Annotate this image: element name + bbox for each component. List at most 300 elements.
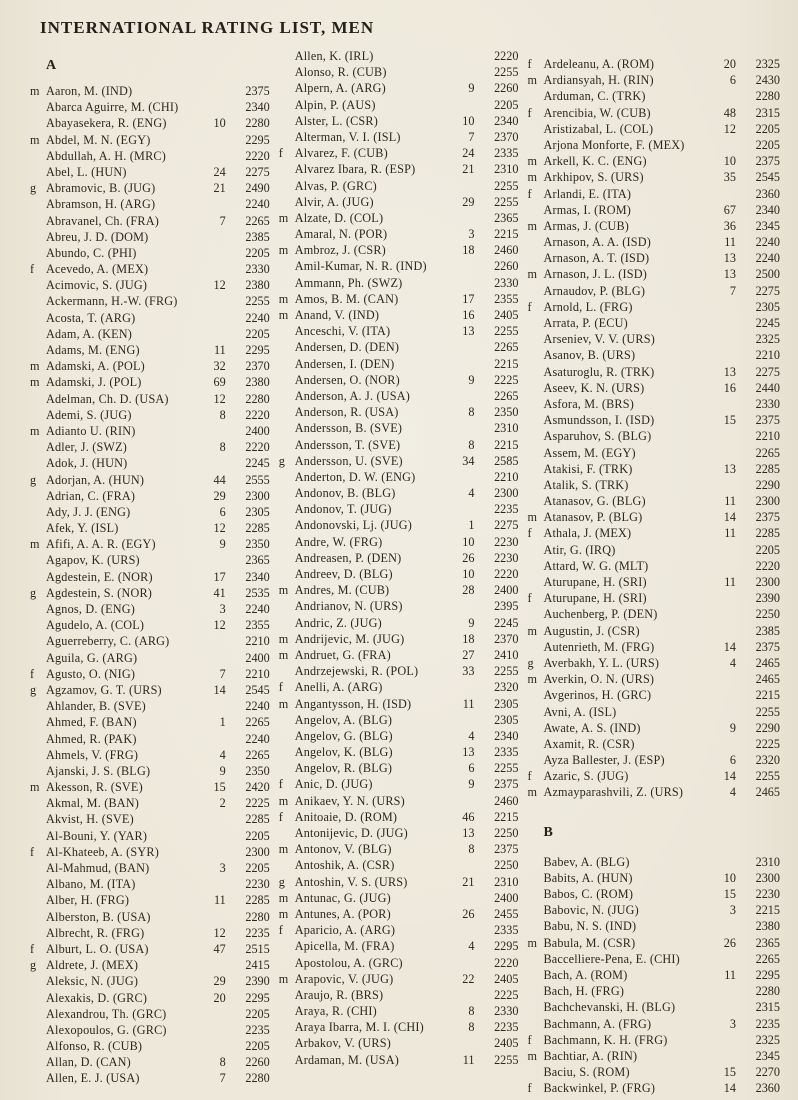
rating-value: 2455	[494, 906, 519, 921]
rating-entry	[279, 874, 519, 890]
rating-value: 2265	[755, 445, 780, 460]
games-count: 14	[723, 1081, 736, 1096]
rating-entry	[30, 714, 270, 730]
rating-entry	[30, 617, 270, 633]
rating-value: 2305	[494, 696, 519, 711]
player-name: Adler, J. (SWZ)	[46, 440, 128, 455]
rating-entry	[279, 1003, 519, 1019]
games-count: 9	[468, 372, 475, 387]
player-name: Autenrieth, M. (FRG)	[543, 639, 655, 654]
rating-entry	[527, 736, 780, 752]
rating-entry	[30, 909, 270, 925]
player-name: Aseev, K. N. (URS)	[543, 380, 645, 395]
player-name: Abramovic, B. (JUG)	[46, 181, 156, 196]
rating-entry	[279, 129, 519, 145]
games-count: 8	[219, 407, 226, 422]
title-prefix: m	[278, 696, 289, 711]
rating-entry	[279, 793, 519, 809]
column-2	[279, 48, 519, 1096]
games-count: 8	[468, 1020, 475, 1035]
player-name: Aleksic, N. (JUG)	[46, 974, 139, 989]
rating-entry	[30, 115, 270, 131]
player-name: Alfonso, R. (CUB)	[46, 1039, 143, 1054]
player-name: Agusto, O. (NIG)	[46, 666, 136, 681]
rating-entry	[527, 902, 780, 918]
rating-value: 2245	[755, 316, 780, 330]
player-name: Anderson, A. J. (USA)	[294, 388, 410, 403]
games-count: 15	[213, 780, 226, 795]
rating-value: 2465	[755, 785, 780, 800]
rating-entry	[527, 854, 780, 870]
rating-value: 2465	[755, 672, 780, 687]
rating-entry	[527, 671, 780, 687]
title-prefix: f	[278, 146, 283, 161]
rating-value: 2280	[245, 116, 270, 131]
rating-entry	[527, 56, 780, 72]
title-prefix: f	[30, 262, 35, 277]
rating-value: 2280	[245, 1071, 270, 1086]
rating-value: 2295	[245, 343, 270, 357]
rating-entry	[279, 841, 519, 857]
rating-entry	[279, 258, 519, 274]
games-count: 4	[468, 486, 475, 501]
player-name: Akmal, M. (BAN)	[46, 796, 140, 811]
player-name: Albrecht, R. (FRG)	[46, 925, 145, 940]
games-count: 15	[723, 887, 736, 901]
rating-value: 2205	[494, 97, 519, 112]
player-name: Al-Khateeb, A. (SYR)	[46, 844, 159, 859]
games-count: 1	[468, 518, 475, 533]
rating-value: 2290	[755, 720, 780, 735]
rating-entry	[30, 552, 270, 568]
player-name: Arjona Monforte, F. (MEX)	[543, 137, 685, 152]
games-count: 13	[723, 461, 736, 476]
player-name: Atalik, S. (TRK)	[543, 477, 629, 492]
rating-value: 2460	[494, 243, 519, 258]
title-prefix: m	[527, 170, 537, 185]
games-count: 11	[724, 575, 736, 589]
rating-value: 2240	[245, 197, 270, 212]
rating-value: 2400	[494, 890, 519, 905]
rating-value: 2535	[245, 585, 270, 600]
title-prefix: g	[30, 181, 37, 196]
rating-list-columns	[30, 48, 780, 1096]
games-count: 9	[219, 763, 226, 778]
games-count: 12	[213, 278, 226, 293]
rating-value: 2225	[494, 372, 519, 387]
rating-value: 2220	[755, 558, 780, 573]
games-count: 11	[462, 696, 475, 711]
rating-entry	[30, 1070, 270, 1086]
player-name: Adamski, A. (POL)	[46, 359, 145, 374]
player-name: Asparuhov, S. (BLG)	[543, 429, 652, 444]
games-count: 29	[213, 974, 226, 989]
rating-entry	[527, 477, 780, 493]
games-count: 7	[219, 666, 226, 681]
games-count: 14	[723, 769, 736, 784]
rating-entry	[30, 455, 270, 471]
rating-entry	[30, 213, 270, 229]
player-name: Abayasekera, R. (ENG)	[46, 116, 167, 131]
rating-value: 2255	[494, 761, 519, 776]
rating-entry	[279, 469, 519, 485]
player-name: Bachchevanski, H. (BLG)	[543, 1000, 676, 1015]
rating-entry	[279, 1052, 519, 1068]
rating-entry	[279, 372, 519, 388]
rating-entry	[527, 299, 780, 315]
games-count: 11	[724, 494, 736, 509]
player-name: Agdestein, S. (NOR)	[46, 585, 153, 600]
rating-entry	[527, 983, 780, 999]
player-name: Armas, J. (CUB)	[543, 218, 630, 233]
rating-entry	[30, 245, 270, 261]
player-name: Andre, W. (FRG)	[294, 534, 383, 549]
rating-entry	[527, 283, 780, 299]
games-count: 41	[213, 585, 226, 600]
rating-entry	[527, 967, 780, 983]
rating-entry	[30, 779, 270, 795]
games-count: 11	[213, 893, 226, 908]
rating-value: 2375	[245, 84, 270, 98]
games-count: 48	[723, 105, 736, 120]
player-name: Amaral, N. (POR)	[294, 227, 388, 242]
rating-value: 2285	[245, 812, 270, 827]
player-name: Atakisi, F. (TRK)	[543, 461, 633, 476]
rating-entry	[527, 331, 780, 347]
games-count: 21	[462, 162, 475, 177]
rating-entry	[279, 80, 519, 96]
player-name: Alvarez, F. (CUB)	[294, 146, 388, 161]
player-name: Bach, H. (FRG)	[543, 984, 625, 999]
rating-value: 2265	[245, 213, 270, 228]
rating-entry	[30, 763, 270, 779]
player-name: Angelov, K. (BLG)	[294, 745, 393, 760]
player-name: Alber, H. (FRG)	[46, 893, 130, 908]
games-count: 26	[462, 906, 475, 921]
rating-value: 2340	[494, 728, 519, 743]
player-name: Anelli, A. (ARG)	[294, 680, 383, 695]
rating-value: 2255	[494, 194, 519, 209]
player-name: Arnason, A. T. (ISD)	[543, 251, 650, 266]
player-name: Ardaman, M. (USA)	[294, 1052, 399, 1067]
games-count: 4	[468, 939, 475, 954]
rating-entry	[527, 347, 780, 363]
player-name: Aturupane, H. (SRI)	[543, 591, 647, 606]
rating-entry	[279, 113, 519, 129]
rating-entry	[279, 323, 519, 339]
rating-value: 2465	[755, 655, 780, 670]
rating-entry	[30, 423, 270, 439]
rating-value: 2255	[494, 1052, 519, 1067]
games-count: 9	[468, 81, 475, 96]
title-prefix: f	[278, 923, 283, 938]
rating-value: 2285	[755, 461, 780, 476]
rating-value: 2395	[494, 599, 519, 614]
rating-entry	[527, 655, 780, 671]
player-name: Arlandi, E. (ITA)	[543, 186, 632, 201]
player-name: Assem, M. (EGY)	[543, 445, 636, 460]
rating-entry	[279, 194, 519, 210]
rating-entry	[527, 88, 780, 104]
player-name: Arseniev, V. V. (URS)	[543, 332, 655, 347]
rating-value: 2385	[755, 623, 780, 638]
rating-value: 2210	[755, 429, 780, 444]
rating-value: 2250	[755, 607, 780, 622]
rating-entry	[30, 633, 270, 649]
rating-entry	[527, 935, 780, 951]
title-prefix: m	[278, 583, 289, 598]
title-prefix: m	[527, 218, 537, 233]
rating-value: 2220	[245, 407, 270, 422]
player-name: Baccelliere-Pena, E. (CHI)	[543, 951, 680, 966]
player-name: Averbakh, Y. L. (URS)	[543, 655, 660, 670]
rating-value: 2215	[494, 437, 519, 452]
rating-value: 2365	[494, 210, 519, 225]
rating-value: 2375	[755, 510, 780, 525]
rating-value: 2335	[494, 146, 519, 161]
rating-value: 2275	[755, 364, 780, 379]
player-name: Alexandrou, Th. (GRC)	[46, 1006, 167, 1021]
rating-entry	[527, 525, 780, 541]
rating-entry	[527, 1048, 780, 1064]
rating-value: 2345	[755, 218, 780, 233]
player-name: Arnaudov, P. (BLG)	[543, 283, 646, 298]
rating-value: 2380	[755, 919, 780, 934]
rating-entry	[30, 1022, 270, 1038]
rating-value: 2365	[245, 553, 270, 568]
player-name: Alberston, B. (USA)	[46, 909, 151, 924]
player-name: Anderson, R. (USA)	[294, 405, 399, 420]
rating-entry	[527, 445, 780, 461]
player-name: Arnold, L. (FRG)	[543, 299, 633, 314]
rating-value: 2315	[755, 105, 780, 120]
title-prefix: f	[278, 809, 283, 824]
rating-value: 2545	[245, 682, 270, 697]
title-prefix: f	[30, 666, 35, 681]
rating-value: 2265	[755, 951, 780, 966]
player-name: Arbakov, V. (URS)	[294, 1036, 391, 1051]
player-name: Backwinkel, P. (FRG)	[543, 1081, 656, 1096]
games-count: 12	[213, 521, 226, 536]
player-name: Araujo, R. (BRS)	[294, 987, 384, 1002]
rating-value: 2335	[494, 923, 519, 938]
rating-entry	[30, 407, 270, 423]
rating-entry	[30, 957, 270, 973]
player-name: Abarca Aguirre, M. (CHI)	[46, 100, 179, 115]
games-count: 8	[219, 1055, 226, 1070]
games-count: 3	[468, 227, 475, 242]
title-prefix: m	[527, 1048, 537, 1063]
rating-value: 2230	[245, 877, 270, 892]
rating-entry	[527, 687, 780, 703]
games-count: 10	[462, 567, 475, 581]
games-count: 20	[723, 57, 736, 71]
player-name: Aguerreberry, C. (ARG)	[46, 634, 170, 649]
rating-entry	[527, 784, 780, 800]
rating-entry	[279, 987, 519, 1003]
games-count: 36	[723, 218, 736, 233]
rating-entry	[30, 828, 270, 844]
rating-value: 2390	[755, 591, 780, 606]
rating-value: 2375	[755, 413, 780, 428]
player-name: Anic, D. (JUG)	[294, 777, 373, 792]
rating-value: 2305	[494, 712, 519, 727]
player-name: Ahmed, R. (PAK)	[46, 731, 137, 746]
player-name: Andersen, D. (DEN)	[294, 340, 400, 355]
rating-value: 2275	[494, 518, 519, 533]
rating-value: 2325	[755, 57, 780, 71]
rating-value: 2330	[755, 396, 780, 411]
rating-entry	[279, 825, 519, 841]
rating-value: 2300	[494, 486, 519, 501]
player-name: Angelov, A. (BLG)	[294, 712, 393, 727]
games-count: 11	[213, 343, 226, 357]
player-name: Alzate, D. (COL)	[294, 210, 384, 225]
player-name: Ahmed, F. (BAN)	[46, 715, 137, 730]
games-count: 14	[723, 639, 736, 654]
rating-entry	[279, 744, 519, 760]
title-prefix: m	[278, 906, 289, 921]
games-count: 10	[462, 113, 475, 128]
rating-value: 2440	[755, 380, 780, 395]
player-name: Antoshik, A. (CSR)	[294, 858, 395, 873]
rating-value: 2250	[494, 858, 519, 873]
rating-entry	[30, 650, 270, 666]
player-name: Adok, J. (HUN)	[46, 456, 128, 471]
title-prefix: m	[527, 154, 537, 169]
rating-value: 2210	[494, 469, 519, 484]
rating-value: 2280	[755, 984, 780, 999]
player-name: Anderton, D. W. (ENG)	[294, 469, 416, 484]
player-name: Anikaev, Y. N. (URS)	[294, 793, 405, 808]
title-prefix: f	[527, 299, 532, 314]
rating-value: 2325	[755, 1032, 780, 1047]
player-name: Acimovic, S. (JUG)	[46, 278, 148, 293]
rating-entry	[30, 180, 270, 196]
rating-value: 2215	[494, 809, 519, 824]
player-name: Auchenberg, P. (DEN)	[543, 607, 658, 622]
rating-entry	[279, 501, 519, 517]
games-count: 67	[723, 202, 736, 217]
rating-value: 2330	[494, 275, 519, 290]
rating-entry	[279, 1019, 519, 1035]
rating-value: 2315	[755, 1000, 780, 1015]
rating-entry	[30, 293, 270, 309]
player-name: Abdel, M. N. (EGY)	[46, 132, 151, 147]
games-count: 18	[462, 243, 475, 258]
rating-value: 2215	[494, 356, 519, 371]
rating-value: 2300	[755, 575, 780, 589]
rating-entry	[279, 517, 519, 533]
games-count: 24	[213, 164, 226, 179]
title-prefix: m	[278, 243, 289, 258]
player-name: Agzamov, G. T. (URS)	[46, 682, 162, 697]
rating-entry	[527, 169, 780, 185]
rating-entry	[527, 72, 780, 88]
rating-value: 2215	[755, 688, 780, 703]
player-name: Andersson, U. (SVE)	[294, 453, 403, 468]
player-name: Ahlander, B. (SVE)	[46, 699, 146, 714]
rating-value: 2240	[245, 602, 270, 616]
rating-entry	[30, 860, 270, 876]
rating-value: 2285	[755, 526, 780, 541]
rating-value: 2405	[494, 308, 519, 322]
rating-value: 2360	[755, 1081, 780, 1096]
rating-value: 2375	[494, 777, 519, 792]
rating-entry	[527, 250, 780, 266]
rating-value: 2340	[245, 569, 270, 584]
player-name: Arkell, K. C. (ENG)	[543, 154, 647, 169]
player-name: Arkhipov, S. (URS)	[543, 170, 644, 185]
rating-value: 2290	[755, 477, 780, 492]
rating-value: 2370	[494, 129, 519, 144]
player-name: Andreasen, P. (DEN)	[294, 550, 402, 565]
player-name: Ammann, Ph. (SWZ)	[294, 275, 403, 290]
player-name: Andric, Z. (JUG)	[294, 615, 382, 630]
player-name: Andersen, I. (DEN)	[294, 356, 395, 371]
rating-entry	[279, 696, 519, 712]
rating-value: 2310	[494, 874, 519, 889]
rating-entry	[527, 574, 780, 590]
games-count: 17	[462, 291, 475, 306]
rating-value: 2355	[245, 618, 270, 633]
rating-value: 2330	[245, 262, 270, 277]
player-name: Antonijevic, D. (JUG)	[294, 826, 408, 840]
rating-value: 2205	[245, 861, 270, 875]
rating-value: 2275	[755, 283, 780, 298]
games-count: 12	[213, 925, 226, 940]
player-name: Aristizabal, L. (COL)	[543, 121, 654, 136]
player-name: Adams, M. (ENG)	[46, 343, 140, 357]
rating-value: 2405	[494, 1036, 519, 1051]
games-count: 6	[219, 504, 226, 519]
player-name: Antunes, A. (POR)	[294, 906, 391, 921]
player-name: Alvir, A. (JUG)	[294, 194, 374, 209]
title-prefix: m	[527, 623, 537, 638]
rating-value: 2375	[494, 842, 519, 857]
rating-value: 2400	[245, 423, 270, 438]
player-name: Apostolou, A. (GRC)	[294, 955, 403, 970]
player-name: Babits, A. (HUN)	[543, 870, 633, 885]
player-name: Alster, L. (CSR)	[294, 113, 378, 128]
player-name: Babos, C. (ROM)	[543, 887, 634, 901]
title-prefix: f	[527, 1032, 532, 1047]
player-name: Amos, B. M. (CAN)	[294, 291, 399, 306]
rating-entry	[30, 472, 270, 488]
player-name: Averkin, O. N. (URS)	[543, 672, 655, 687]
title-prefix: f	[278, 680, 283, 695]
rating-entry	[279, 242, 519, 258]
rating-value: 2490	[245, 181, 270, 196]
rating-value: 2285	[245, 521, 270, 536]
rating-value: 2370	[245, 359, 270, 374]
rating-value: 2255	[494, 664, 519, 679]
player-name: Ambroz, J. (CSR)	[294, 243, 386, 258]
player-name: Babula, M. (CSR)	[543, 935, 636, 950]
rating-entry	[279, 760, 519, 776]
rating-value: 2370	[494, 631, 519, 646]
player-name: Abreu, J. D. (DOM)	[46, 229, 149, 244]
player-name: Abdullah, A. H. (MRC)	[46, 148, 166, 163]
player-name: Albano, M. (ITA)	[46, 877, 136, 892]
player-name: Agudelo, A. (COL)	[46, 618, 145, 633]
rating-entry	[527, 186, 780, 202]
rating-entry	[30, 844, 270, 860]
player-name: Alexopoulos, G. (GRC)	[46, 1022, 167, 1037]
rating-entry	[279, 598, 519, 614]
games-count: 14	[213, 682, 226, 697]
player-name: Angelov, R. (BLG)	[294, 761, 393, 776]
